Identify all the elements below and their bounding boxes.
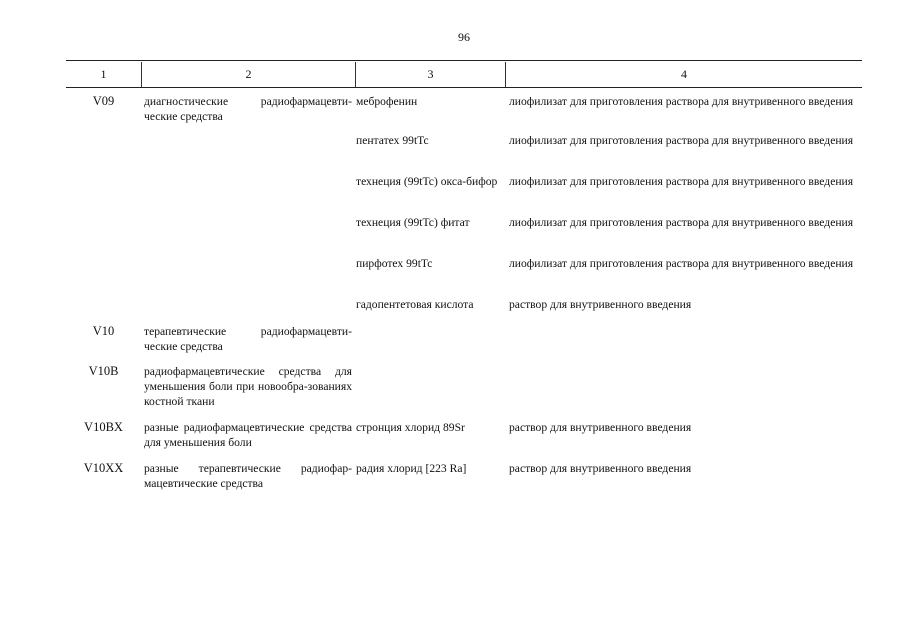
table-header bbox=[66, 62, 862, 88]
group-name: терапевтические радиофармацевти-ческие средства bbox=[144, 325, 352, 353]
drug-name: технеция (99tTc) окса-бифор bbox=[356, 175, 498, 188]
column-header-1: 1 bbox=[100, 67, 107, 81]
drug-name: меброфенин bbox=[356, 95, 418, 108]
column-header-2: 2 bbox=[141, 62, 355, 87]
group-name: разные терапевтические радиофар-мацевтические средства bbox=[144, 462, 352, 490]
drug-name: гадопентетовая кислота bbox=[356, 298, 474, 311]
drug-name: радия хлорид [223 Ra] bbox=[356, 462, 467, 475]
dosage-form: раствор для внутривенного введения bbox=[509, 462, 692, 475]
atc-code: V10B bbox=[88, 364, 119, 378]
atc-code: V10 bbox=[92, 324, 115, 338]
dosage-form: лиофилизат для приготовления раствора для внутривенного введения bbox=[509, 257, 854, 270]
drug-name: пирфотех 99tTc bbox=[356, 257, 433, 270]
group-name: разные радиофармацевтические средства для уменьшения боли bbox=[144, 421, 352, 449]
table-top-rule bbox=[66, 60, 862, 61]
atc-code: V10XX bbox=[83, 461, 124, 475]
column-header-3: 3 bbox=[355, 62, 505, 87]
dosage-form: лиофилизат для приготовления раствора для внутривенного введения bbox=[509, 95, 854, 108]
atc-code: V09 bbox=[92, 94, 115, 108]
dosage-form: лиофилизат для приготовления раствора для внутривенного введения bbox=[509, 175, 854, 188]
dosage-form: лиофилизат для приготовления раствора для внутривенного введения bbox=[509, 216, 854, 229]
dosage-form: раствор для внутривенного введения bbox=[509, 298, 692, 311]
group-name: диагностические радиофармацевти-ческие средства bbox=[144, 95, 352, 123]
dosage-form: лиофилизат для приготовления раствора для внутривенного введения bbox=[509, 134, 854, 147]
atc-code: V10BX bbox=[84, 420, 123, 434]
column-header-4: 4 bbox=[505, 62, 862, 87]
drug-name: технеция (99tTc) фитат bbox=[356, 216, 470, 229]
drug-name: стронция хлорид 89Sr bbox=[356, 421, 465, 434]
drug-name: пентатех 99tTc bbox=[356, 134, 429, 147]
dosage-form: раствор для внутривенного введения bbox=[509, 421, 692, 434]
page-number: 96 bbox=[458, 30, 470, 44]
group-name: радиофармацевтические средства для уменьшения боли при новообра-зованиях костной ткани bbox=[144, 365, 352, 408]
